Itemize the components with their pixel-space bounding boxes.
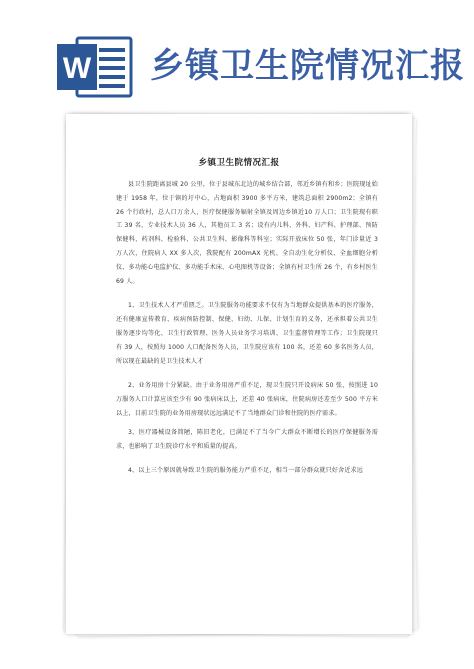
word-document-icon	[55, 36, 135, 98]
paragraph-overview: 县卫生院距离县城 20 公里，位于县城东北边的城乡结合部，邻近乡镇有和乡；医院现址始建于 1958 年，位于镇的圩中心，占地面积 3900 多平方米，建筑总面积 2900m2；全镇有 26 个行政村，总人口万余人，医疗保健服务辐射全镇及周边乡镇近10 万人口；卫生院现有职工 39 名，专业技术人员 36 人，其他员工 3 名；设有内儿科、外科、妇产科、护理部、预防保健科、药剂科、检验科、公共卫生科、影像科等科室；实际开放床位 50 张，年门诊量近 3 万人次，住院病人 XX 多人次，我院配有 200mAX 光机、全自动生化分析仪、全血细胞分析仪、多功能心电监护仪、多功能手术床、心电图机等设备；全镇有村卫生所 26 个，有乡村医生 69 人。	[116, 181, 378, 285]
word-icon-letter: W	[62, 52, 92, 85]
paragraph-equipment: 3、医疗器械设备简陋，陈旧老化，已满足不了当今广大群众不断增长的医疗保健服务需求，也影响了卫生院诊疗水平和质量的提高。	[116, 428, 378, 450]
document-body	[116, 178, 378, 478]
banner-header	[0, 0, 474, 112]
paragraph-service-capacity: 4、以上三个原因就导致卫生院的服务能力严重不足，相当一部分群众就只好舍近求远	[128, 467, 364, 475]
banner-title: 乡镇卫生院情况汇报	[150, 46, 465, 86]
paragraph-staff-shortage: 1、卫生技术人才严重匮乏。卫生院服务功能要求不仅有为当地群众提供基本的医疗服务，还有健康宣传教育、疾病预防控制、保健、妇幼、儿保、计划生育的义务，还承担着公共卫生服务逐步均等化、卫生行政管理、医务人员业务学习培训、卫生监督管理等工作；卫生院现只有 39 人，按照每 1000 人口配备医务人员，卫生院应该有 100 名，还差 60 多名医务人员，所以现在最缺的是卫生技术人才	[116, 302, 378, 365]
document-title: 乡镇卫生院情况汇报	[198, 158, 280, 168]
document-page	[66, 114, 412, 634]
paragraph-building-shortage: 2、业务用房十分紧缺。由于业务用房严重不足，现卫生院只开设病床 50 张，按照进 10 万服务人口计算应该至少有 90 张病床以上，还差 40 张病床，住院病房还差至少 500 平方米以上，目前卫生院的业务用房现状远远满足不了当地群众门诊和住院的医疗需求。	[116, 382, 378, 417]
